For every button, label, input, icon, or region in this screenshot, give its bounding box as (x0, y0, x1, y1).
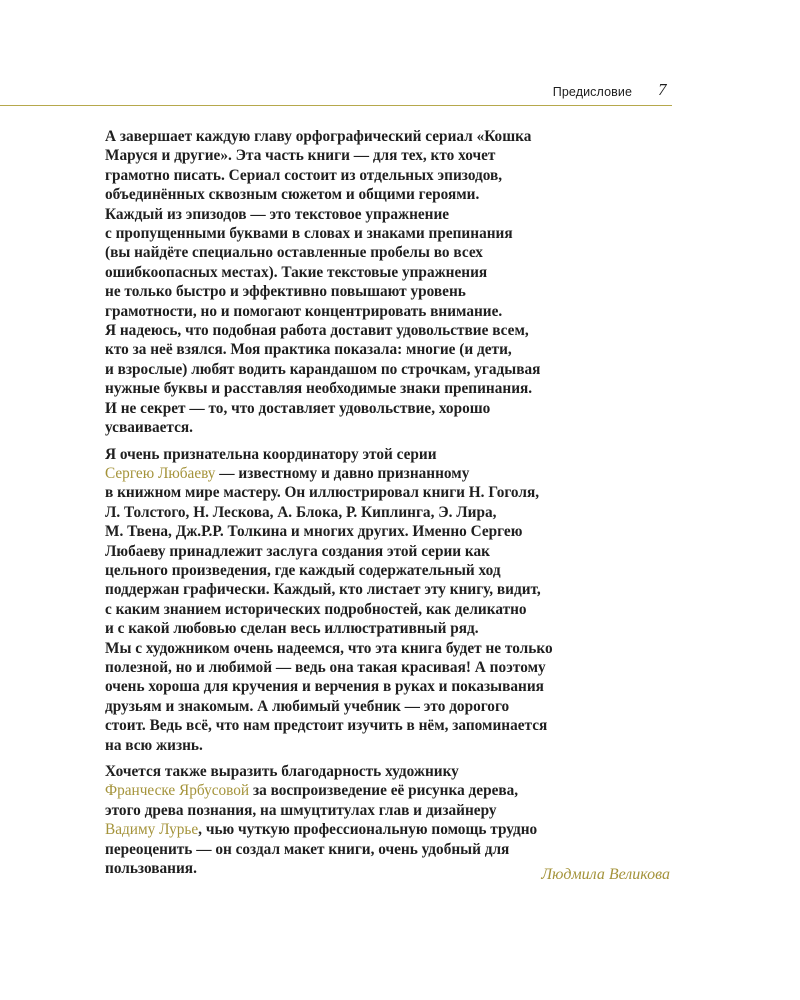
text-line (105, 464, 685, 483)
person-name-yarbusova: Франческе Ярбусовой (105, 782, 250, 800)
text-line: и с какой любовью сделан весь иллюстративный ряд. (105, 620, 479, 638)
text-line: Я очень признательна координатору этой серии (105, 445, 437, 463)
text-line: переоценить — он создал макет книги, очень удобный для (105, 840, 510, 858)
section-title: Предисловие (552, 85, 632, 99)
person-name-lurye: Вадиму Лурье (105, 821, 199, 839)
text-line: с пропущенными буквами в словах и знаками препинания (105, 225, 513, 243)
text-line: этого древа познания, на шмуцтитулах глав и дизайнеру (105, 801, 497, 819)
text-line: М. Твена, Дж.Р.Р. Толкина и многих других. Именно Сергею (105, 523, 523, 541)
paragraph-1 (105, 127, 685, 438)
text-line: не только быстро и эффективно повышают уровень (105, 283, 466, 301)
text-line: Хочется также выразить благодарность художнику (105, 763, 459, 780)
text-line: ошибкоопасных местах). Такие текстовые упражнения (105, 263, 488, 281)
text-line-rest: за воспроизведение её рисунка дерева, (249, 782, 519, 800)
text-line: и взрослые) любят водить карандашом по строчкам, угадывая (105, 360, 541, 378)
text-line: с каким знанием исторических подробностей, как деликатно (105, 600, 527, 618)
text-line: нужные буквы и расставляя необходимые знаки препинания. (105, 380, 533, 398)
text-line (105, 781, 685, 800)
text-line: стоит. Ведь всё, что нам предстоит изучить в нём, запоминается (105, 717, 548, 735)
text-line: Маруся и другие». Эта часть книги — для тех, кто хочет (105, 147, 496, 165)
paragraph-3 (105, 762, 685, 878)
text-line: Мы с художником очень надеемся, что эта книга будет не только (105, 639, 553, 657)
text-line: Л. Толстого, Н. Лескова, А. Блока, Р. Киплинга, Э. Лира, (105, 503, 497, 521)
text-line: Каждый из эпизодов — это текстовое упражнение (105, 205, 450, 223)
text-line: объединённых сквозным сюжетом и общими героями. (105, 186, 480, 204)
header-rule (0, 105, 672, 106)
text-line: Любаеву принадлежит заслуга создания этой серии как (105, 542, 490, 560)
text-line: поддержан графически. Каждый, кто листает эту книгу, видит, (105, 581, 541, 599)
text-line: И не секрет — то, что доставляет удовольствие, хорошо (105, 399, 491, 417)
text-line: грамотно писать. Сериал состоит из отдельных эпизодов, (105, 166, 503, 184)
page-body (105, 127, 685, 885)
text-line: в книжном мире мастеру. Он иллюстрировал книги Н. Гоголя, (105, 484, 540, 502)
text-line: А завершает каждую главу орфографический сериал «Кошка (105, 128, 532, 145)
text-line: пользования. (105, 860, 197, 878)
text-line: друзьям и знакомым. А любимый учебник — это дорогого (105, 697, 510, 715)
person-name-lyubaev: Сергею Любаеву (105, 464, 216, 482)
text-line: полезной, но и любимой — ведь она такая красивая! А поэтому (105, 658, 546, 676)
author-signature: Людмила Великова (541, 866, 670, 883)
text-line-rest: , чью чуткую профессиональную помощь трудно (198, 821, 538, 839)
page-number: 7 (658, 80, 667, 99)
text-line: (вы найдёте специально оставленные пробелы во всех (105, 244, 483, 262)
text-line: усваивается. (105, 419, 193, 437)
text-line: грамотности, но и помогают концентрировать внимание. (105, 302, 503, 320)
text-line: кто за неё взялся. Моя практика показала: многие (и дети, (105, 341, 512, 359)
text-line: очень хороша для кручения и верчения в руках и показывания (105, 678, 544, 696)
paragraph-2 (105, 445, 685, 756)
page-header (0, 76, 800, 100)
text-line: цельного произведения, где каждый содержательный ход (105, 561, 501, 579)
text-line: Я надеюсь, что подобная работа доставит удовольствие всем, (105, 322, 529, 340)
text-line (105, 820, 685, 839)
text-line: на всю жизнь. (105, 736, 203, 754)
text-line-rest: — известному и давно признанному (215, 464, 470, 482)
